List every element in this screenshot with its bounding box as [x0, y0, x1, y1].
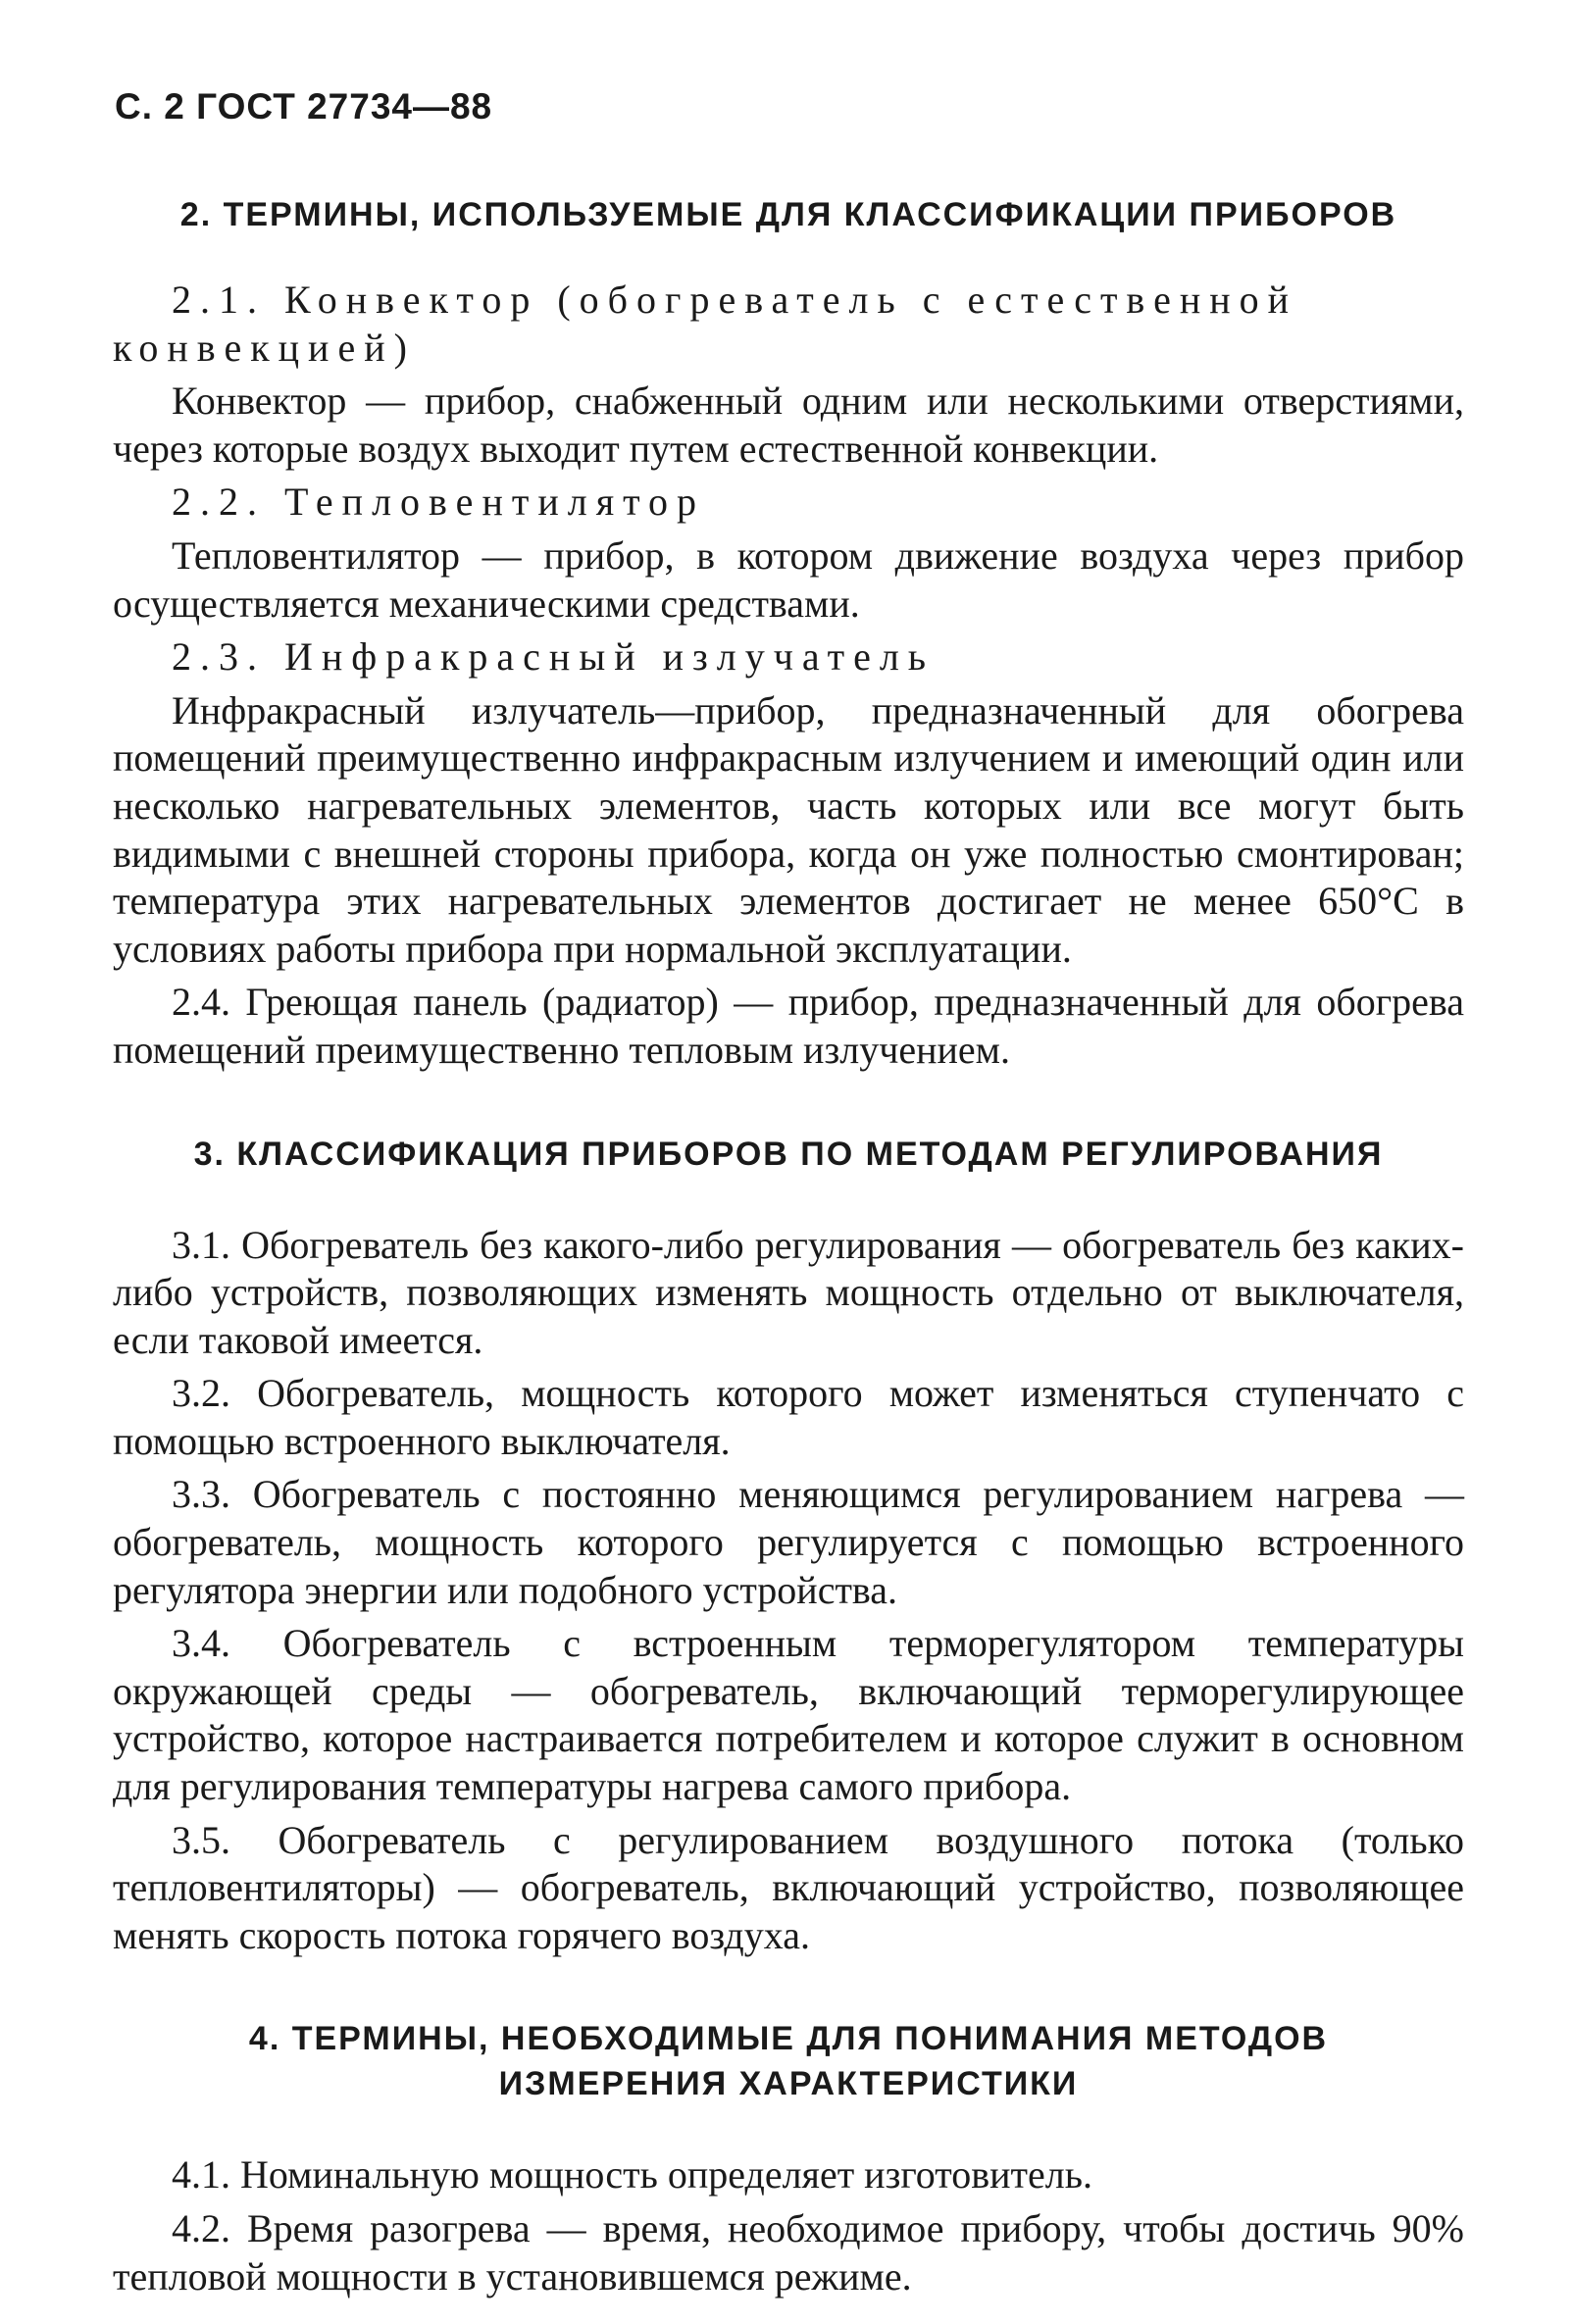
paragraph-3-4: 3.4. Обогреватель с встроенным терморегулятором температуры окружающей среды — обогреватель, включающий терморегулирующее устройство, которое настраивается потребителем и которое служит в основном для регулирования температуры нагрева самого прибора.: [113, 1621, 1464, 1809]
term-2-1: 2.1. Конвектор (обогреватель с естественной: [172, 278, 1298, 322]
section-4-title-line-1: 4. ТЕРМИНЫ, НЕОБХОДИМЫЕ ДЛЯ ПОНИМАНИЯ МЕТОДОВ: [248, 2020, 1329, 2058]
paragraph-3-5: 3.5. Обогреватель с регулированием воздушного потока (только тепловентиляторы) — обогреватель, включающий устройство, позволяющее менять скорость потока горячего воздуха.: [113, 1817, 1464, 1957]
paragraph-4-2: 4.2. Время разогрева — время, необходимое прибору, чтобы достичь 90% тепловой мощности в установившемся режиме.: [113, 2206, 1464, 2299]
definition-2-2: Тепловентилятор — прибор, в котором движение воздуха через прибор осуществляется механическими средствами.: [113, 532, 1464, 626]
definition-2-3: Инфракрасный излучатель—прибор, предназначенный для обогрева помещений преимущественно инфракрасным излучением и имеющий один или несколько нагревательных элементов, часть которых или все могут быть видимыми с внешней стороны прибора, когда он уже полностью смонтирован; температура этих нагревательных элементов достигает не менее 650°С в условиях работы прибора при нормальной эксплуатации.: [113, 687, 1464, 971]
section-4-title: [113, 2016, 1464, 2106]
section-2-title: 2. ТЕРМИНЫ, ИСПОЛЬЗУЕМЫЕ ДЛЯ КЛАССИФИКАЦИИ ПРИБОРОВ: [179, 196, 1397, 233]
section-4-title-line-2: ИЗМЕРЕНИЯ ХАРАКТЕРИСТИКИ: [498, 2065, 1079, 2103]
term-2-2: 2.2. Тепловентилятор: [172, 480, 706, 525]
paragraph-4-1: 4.1. Номинальную мощность определяет изготовитель.: [172, 2152, 1092, 2198]
paragraph-3-1: 3.1. Обогреватель без какого-либо регулирования — обогреватель без каких-либо устройств, позволяющих изменять мощность отдельно от выключателя, если таковой имеется.: [113, 1222, 1464, 1362]
definition-2-1: Конвектор — прибор, снабженный одним или несколькими отверстиями, через которые воздух выходит путем естественной конвекции.: [113, 379, 1464, 471]
paragraph-2-4: 2.4. Греющая панель (радиатор) — прибор, предназначенный для обогрева помещений преимущественно тепловым излучением.: [113, 980, 1464, 1072]
paragraph-3-2: 3.2. Обогреватель, мощность которого может изменяться ступенчато с помощью встроенного выключателя.: [113, 1371, 1464, 1463]
term-2-3: 2.3. Инфракрасный излучатель: [172, 634, 936, 680]
term-2-1-cont: конвекцией): [113, 325, 416, 370]
page-header: С. 2 ГОСТ 27734—88: [115, 86, 493, 126]
section-3-title: 3. КЛАССИФИКАЦИЯ ПРИБОРОВ ПО МЕТОДАМ РЕГУЛИРОВАНИЯ: [193, 1135, 1384, 1173]
paragraph-3-3: 3.3. Обогреватель с постоянно меняющимся регулированием нагрева — обогреватель, мощность которого регулируется с помощью встроенного регулятора энергии или подобного устройства.: [113, 1472, 1464, 1612]
